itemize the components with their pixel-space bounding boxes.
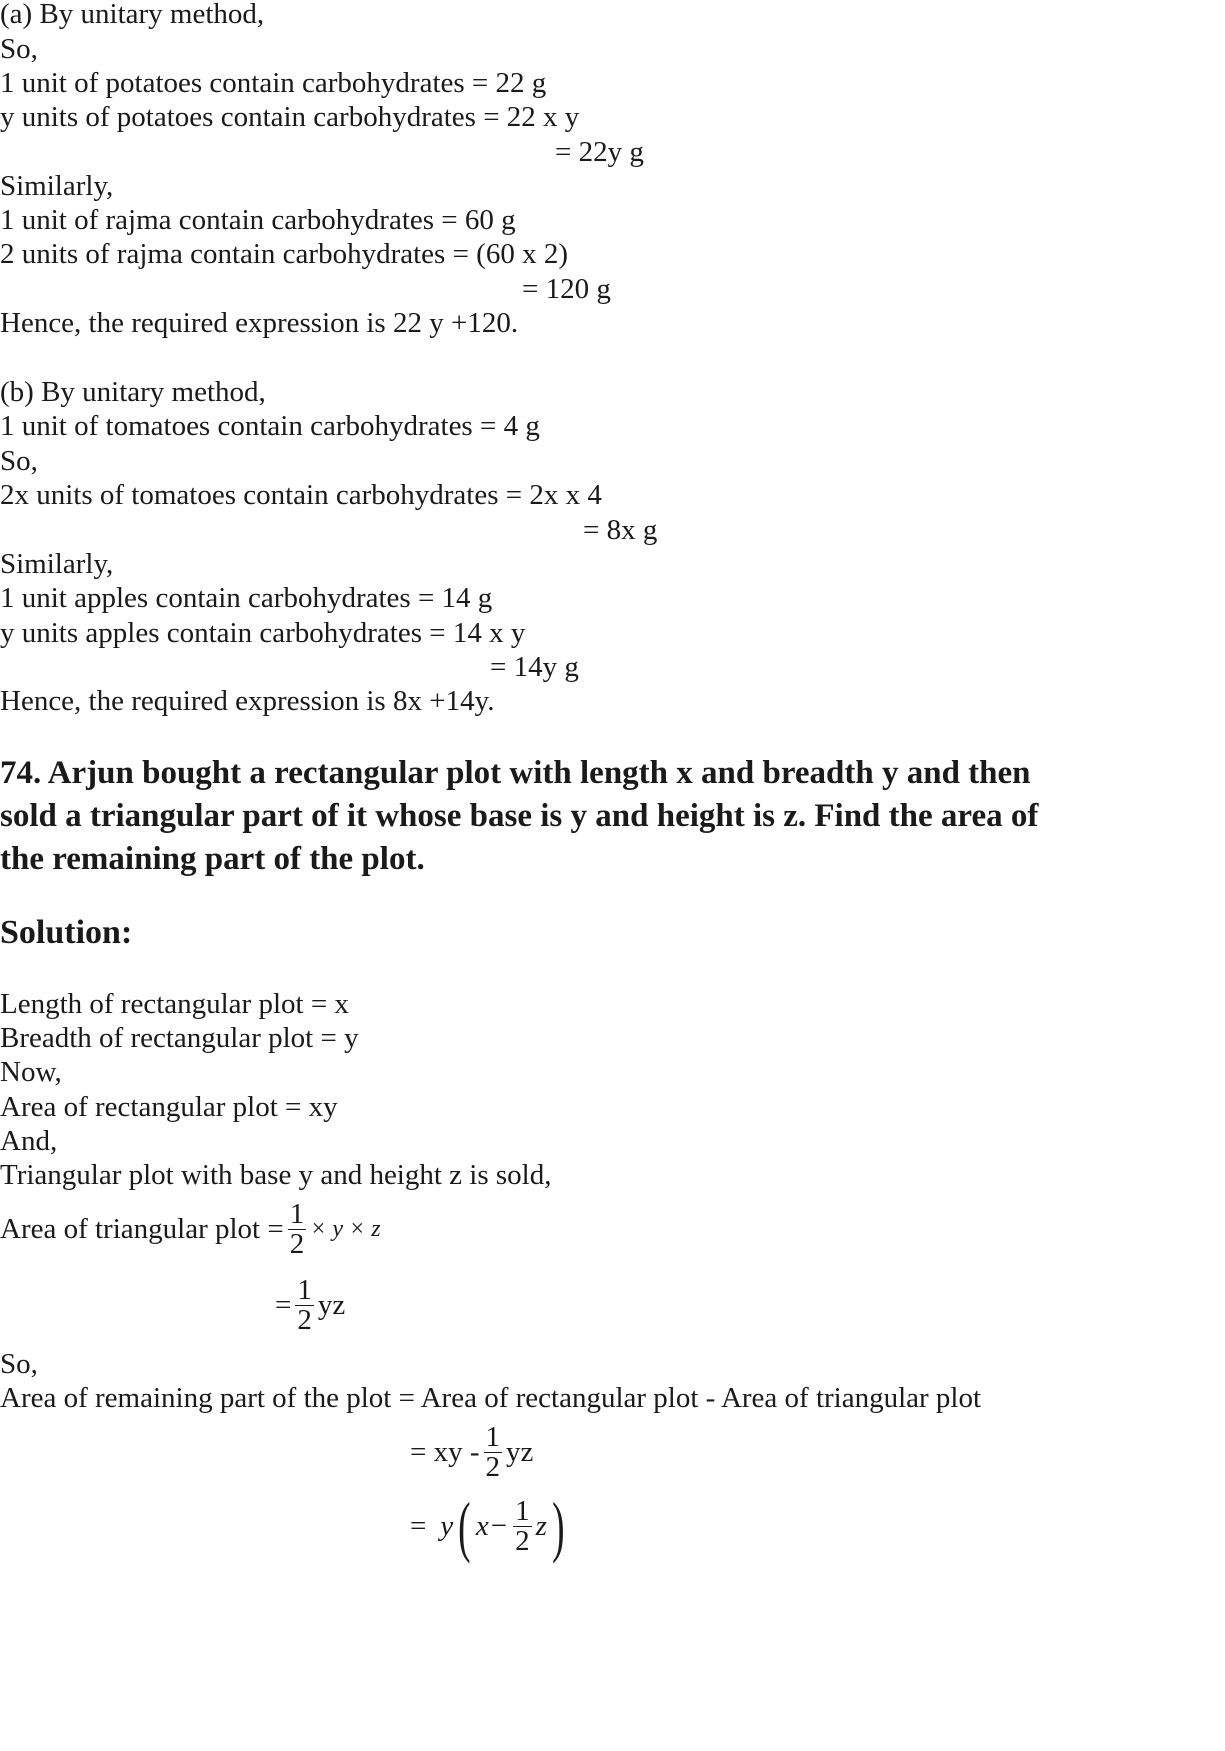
text-line: 2x units of tomatoes contain carbohydrates = 2x x 4: [0, 479, 602, 511]
text-line: = 14y g: [490, 651, 579, 683]
question-line: sold a triangular part of it whose base is y and height is z. Find the area of: [0, 798, 1039, 834]
fraction-denominator: 2: [297, 1304, 312, 1336]
text-line: Breadth of rectangular plot = y: [0, 1022, 359, 1054]
fraction-one-half: [484, 1423, 503, 1482]
fraction-one-half: [295, 1276, 314, 1335]
text-line: Now,: [0, 1056, 62, 1088]
equation-rest: × y × z: [310, 1216, 381, 1242]
text-line: Triangular plot with base y and height z is sold,: [0, 1159, 552, 1191]
fraction-numerator: 1: [485, 1421, 501, 1453]
equation-rest: yz: [317, 1289, 346, 1321]
part-a-heading: (a) By unitary method,: [0, 0, 265, 30]
equation-lhs: = xy -: [410, 1436, 480, 1468]
remaining-area-step1: [410, 1423, 533, 1482]
left-paren: (: [458, 1488, 471, 1564]
text-line: Area of remaining part of the plot = Area of rectangular plot - Area of triangular plot: [0, 1382, 982, 1414]
var-y: y: [440, 1509, 454, 1542]
var-x: x: [475, 1509, 489, 1542]
text-line: Similarly,: [0, 170, 114, 202]
text-line: Area of rectangular plot = xy: [0, 1091, 338, 1123]
fraction-numerator: 1: [515, 1494, 530, 1527]
fraction-one-half: [288, 1200, 307, 1259]
minus-sign: −: [490, 1509, 508, 1542]
fraction-denominator: 2: [485, 1451, 501, 1483]
question-line: the remaining part of the plot.: [0, 841, 425, 877]
fraction-numerator: 1: [297, 1274, 312, 1306]
text-line: Hence, the required expression is 22 y +120.: [0, 307, 519, 339]
equals-sign: =: [410, 1509, 427, 1542]
equals-sign: =: [275, 1289, 292, 1321]
text-line: = 22y g: [555, 136, 644, 168]
text-line: 1 unit of potatoes contain carbohydrates = 22 g: [0, 67, 547, 99]
right-paren: ): [552, 1488, 565, 1564]
text-line: And,: [0, 1125, 58, 1157]
fraction-numerator: 1: [289, 1198, 305, 1230]
text-line: 1 unit of rajma contain carbohydrates = 60 g: [0, 204, 516, 236]
fraction-denominator: 2: [515, 1524, 530, 1557]
equation-label: Area of triangular plot =: [0, 1213, 284, 1245]
text-line: So,: [0, 445, 38, 477]
text-line: Length of rectangular plot = x: [0, 988, 349, 1020]
text-line: 1 unit of tomatoes contain carbohydrates = 4 g: [0, 410, 540, 442]
fraction-one-half: [513, 1494, 532, 1557]
remaining-area-step2: [410, 1488, 570, 1564]
text-line: Similarly,: [0, 548, 114, 580]
text-line: So,: [0, 33, 38, 65]
text-line: 2 units of rajma contain carbohydrates = (60 x 2): [0, 238, 568, 270]
question-line: 74. Arjun bought a rectangular plot with length x and breadth y and then: [0, 755, 1031, 791]
triangle-area-simplified: [275, 1276, 345, 1335]
text-line: So,: [0, 1348, 38, 1380]
text-line: Hence, the required expression is 8x +14y.: [0, 685, 495, 717]
text-line: = 8x g: [583, 514, 658, 546]
part-b-heading: (b) By unitary method,: [0, 376, 266, 408]
text-line: y units apples contain carbohydrates = 14 x y: [0, 617, 526, 649]
text-line: y units of potatoes contain carbohydrates = 22 x y: [0, 101, 580, 133]
text-line: 1 unit apples contain carbohydrates = 14 g: [0, 582, 493, 614]
text-line: = 120 g: [522, 273, 611, 305]
fraction-denominator: 2: [289, 1228, 305, 1260]
var-z: z: [535, 1509, 547, 1542]
solution-heading: Solution:: [0, 914, 133, 951]
triangle-area-equation: [0, 1200, 381, 1259]
equation-rest: yz: [506, 1436, 534, 1468]
